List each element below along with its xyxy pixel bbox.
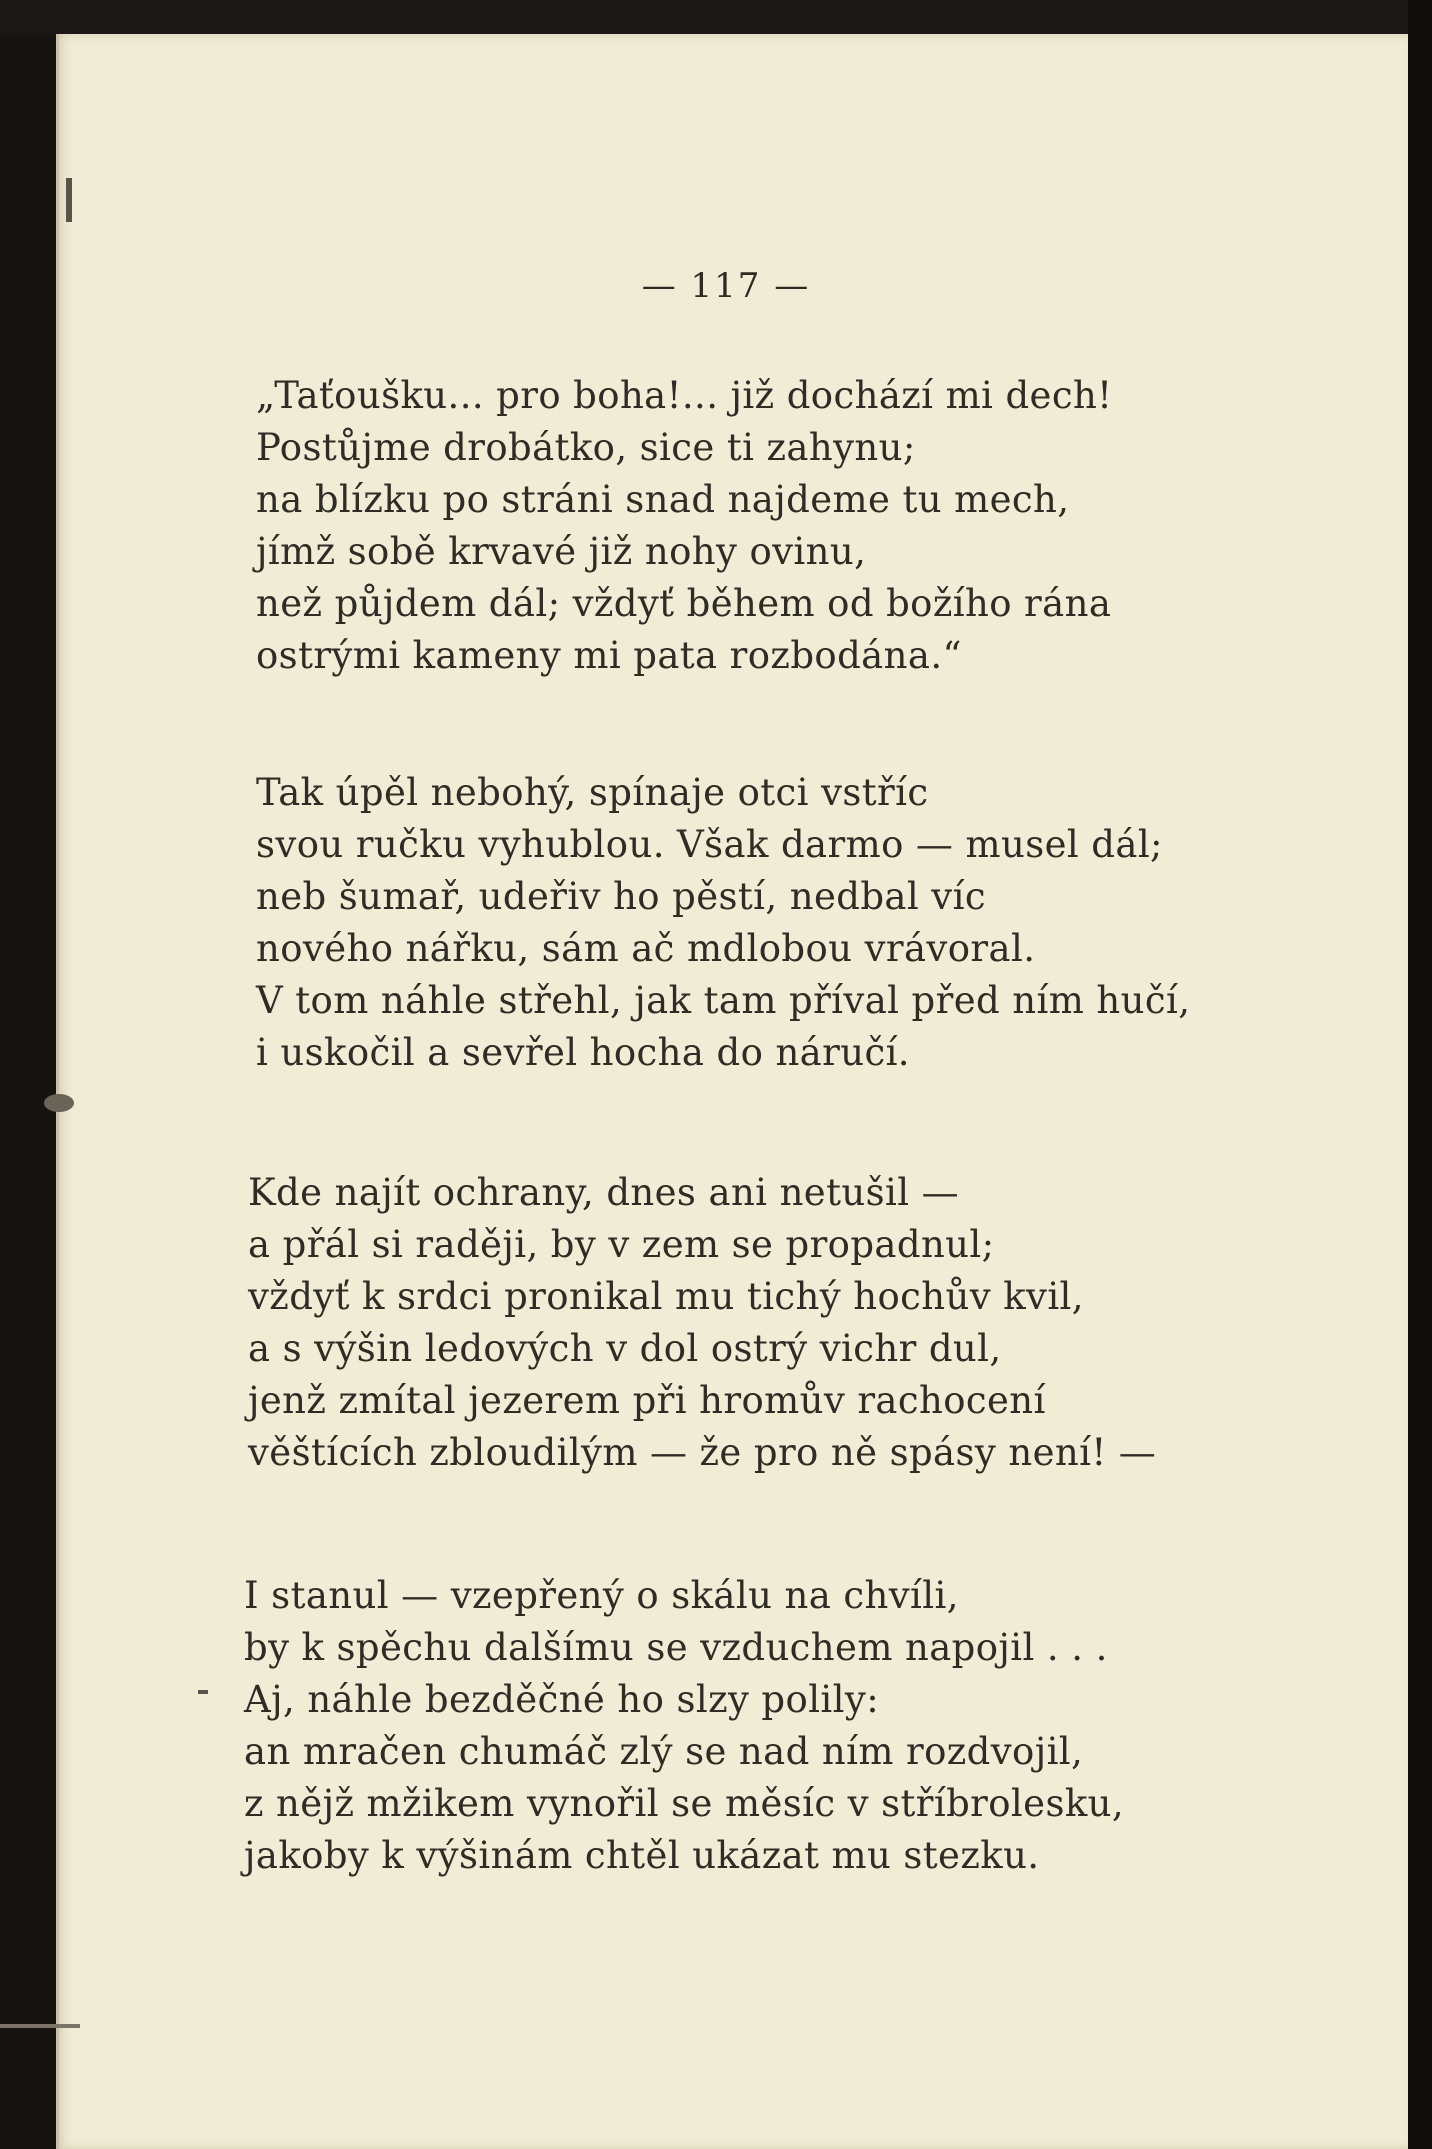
scan-top-edge xyxy=(0,0,1432,34)
stanza-2 xyxy=(256,767,1190,1079)
scan-right-edge xyxy=(1408,0,1432,2149)
verse-line: nového nářku, sám ač mdlobou vrávoral. xyxy=(256,927,1036,970)
verse-line: i uskočil a sevřel hocha do náručí. xyxy=(256,1031,910,1074)
verse-line: Kde najít ochrany, dnes ani netušil — xyxy=(248,1171,960,1214)
verse-line: Postůjme drobátko, sice ti zahynu; xyxy=(256,426,916,469)
verse-line: věštících zbloudilým — že pro ně spásy není! — xyxy=(248,1431,1157,1474)
verse-line: vždyť k srdci pronikal mu tichý hochův kvil, xyxy=(248,1275,1084,1318)
margin-mark xyxy=(0,2024,80,2028)
verse-line: Aj, náhle bezděčné ho slzy polily: xyxy=(244,1678,880,1721)
margin-mark xyxy=(198,1690,208,1694)
verse-line: ostrými kameny mi pata rozbodána.“ xyxy=(256,634,962,677)
verse-line: jímž sobě krvavé již nohy ovinu, xyxy=(256,530,867,573)
margin-mark xyxy=(44,1094,74,1112)
verse-line: „Taťoušku... pro boha!... již dochází mi dech! xyxy=(256,374,1113,417)
page-number: — 117 — xyxy=(641,266,811,306)
stanza-1 xyxy=(256,370,1112,682)
verse-line: než půjdem dál; vždyť během od božího rána xyxy=(256,582,1112,625)
stanza-4 xyxy=(244,1570,1124,1882)
verse-line: an mračen chumáč zlý se nad ním rozdvojil, xyxy=(244,1730,1084,1773)
verse-line: by k spěchu dalšímu se vzduchem napojil . . . xyxy=(244,1626,1108,1669)
verse-line: z nějž mžikem vynořil se měsíc v stříbrolesku, xyxy=(244,1782,1125,1825)
verse-line: svou ručku vyhublou. Však darmo — musel dál; xyxy=(256,823,1163,866)
verse-line: jakoby k výšinám chtěl ukázat mu stezku. xyxy=(244,1834,1040,1877)
stanza-3 xyxy=(248,1167,1156,1479)
verse-line: I stanul — vzepřený o skálu na chvíli, xyxy=(244,1574,959,1617)
verse-line: a s výšin ledových v dol ostrý vichr dul, xyxy=(248,1327,1002,1370)
margin-mark xyxy=(66,178,72,222)
verse-line: V tom náhle střehl, jak tam příval před ním hučí, xyxy=(256,979,1191,1022)
page-gutter xyxy=(56,34,59,2149)
verse-line: neb šumař, udeřiv ho pěstí, nedbal víc xyxy=(256,875,986,918)
verse-line: jenž zmítal jezerem při hromův rachocení xyxy=(248,1379,1046,1422)
verse-line: a přál si raději, by v zem se propadnul; xyxy=(248,1223,995,1266)
verse-line: Tak úpěl nebohý, spínaje otci vstříc xyxy=(256,771,929,814)
verse-line: na blízku po stráni snad najdeme tu mech, xyxy=(256,478,1070,521)
